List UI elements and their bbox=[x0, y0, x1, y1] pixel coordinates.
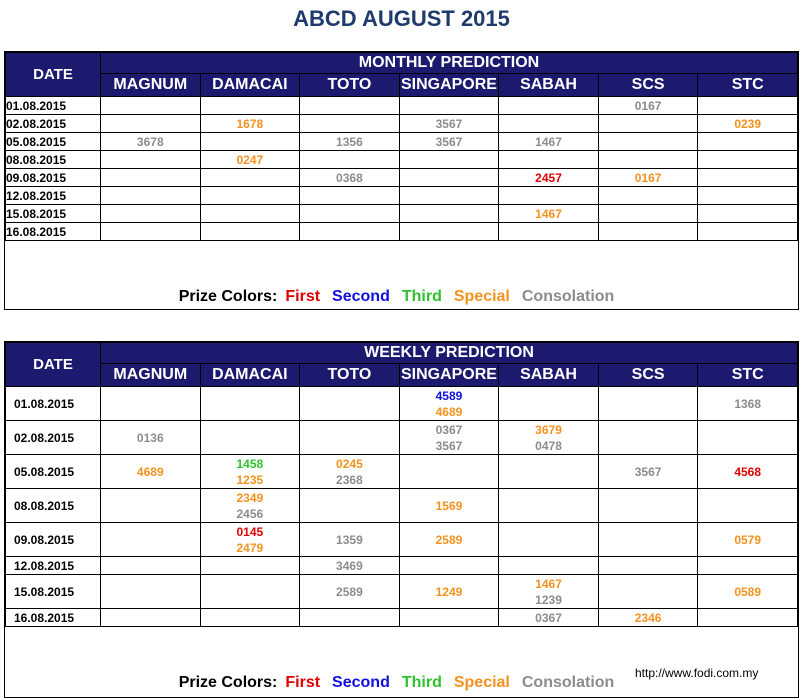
prediction-cell-stc bbox=[698, 557, 798, 575]
prediction-number: 0478 bbox=[535, 438, 562, 453]
column-header-row bbox=[6, 74, 798, 97]
prediction-cell-sabah bbox=[499, 205, 599, 223]
legend-item-first: First bbox=[285, 288, 321, 305]
prediction-number: 1467 bbox=[535, 206, 562, 221]
prediction-cell-stc bbox=[698, 97, 798, 115]
prediction-cell-toto bbox=[300, 557, 400, 575]
prediction-cell-scs bbox=[598, 489, 698, 523]
prediction-cell-singapore bbox=[399, 523, 499, 557]
column-header-sabah: SABAH bbox=[499, 364, 599, 387]
prediction-number: 0145 bbox=[236, 524, 264, 539]
prediction-cell-singapore bbox=[399, 169, 499, 187]
legend-item-third: Third bbox=[401, 674, 442, 691]
prediction-cell-toto bbox=[300, 489, 400, 523]
prediction-number: 3567 bbox=[435, 438, 463, 453]
legend-item-special: Special bbox=[453, 288, 510, 305]
legend-item-third: Third bbox=[401, 288, 442, 305]
prediction-cell-toto bbox=[300, 97, 400, 115]
prediction-cell-scs bbox=[598, 421, 698, 455]
prediction-cell-sabah bbox=[499, 97, 599, 115]
page-title: ABCD AUGUST 2015 bbox=[293, 6, 510, 31]
prediction-number: 0367 bbox=[435, 422, 463, 437]
prediction-cell-toto bbox=[300, 455, 400, 489]
prediction-cell-magnum bbox=[101, 187, 201, 205]
prediction-number: 0579 bbox=[734, 532, 762, 547]
prediction-cell-singapore bbox=[399, 489, 499, 523]
prediction-cell-scs bbox=[598, 169, 698, 187]
prediction-cell-sabah bbox=[499, 489, 599, 523]
prediction-cell-scs bbox=[598, 151, 698, 169]
table-row bbox=[6, 609, 798, 627]
date-cell: 12.08.2015 bbox=[6, 557, 101, 575]
prediction-number: 4689 bbox=[136, 464, 164, 479]
prediction-cell-stc bbox=[698, 489, 798, 523]
date-cell: 09.08.2015 bbox=[6, 523, 101, 557]
site-url: http://www.fodi.com.my bbox=[635, 666, 759, 680]
prediction-number: 2349 bbox=[236, 490, 264, 505]
prediction-number: 1359 bbox=[336, 532, 363, 547]
prediction-number: 0367 bbox=[535, 610, 562, 625]
prediction-number: 0167 bbox=[634, 98, 662, 113]
prediction-cell-scs bbox=[598, 187, 698, 205]
prediction-cell-sabah bbox=[499, 575, 599, 609]
prediction-cell-magnum bbox=[101, 115, 201, 133]
monthly-prediction-table bbox=[5, 52, 798, 241]
table-row bbox=[6, 97, 798, 115]
prediction-cell-singapore bbox=[399, 223, 499, 241]
prediction-number: 2456 bbox=[236, 506, 264, 521]
prediction-number: 0245 bbox=[336, 456, 363, 471]
prediction-cell-toto bbox=[300, 169, 400, 187]
table-row bbox=[6, 489, 798, 523]
prediction-cell-sabah bbox=[499, 223, 599, 241]
prediction-number: 3679 bbox=[535, 422, 562, 437]
prediction-cell-damacai bbox=[200, 455, 300, 489]
prediction-number: 0239 bbox=[734, 116, 762, 131]
prediction-cell-damacai bbox=[200, 609, 300, 627]
prediction-number: 4689 bbox=[435, 404, 463, 419]
legend-item-consolation: Consolation bbox=[521, 674, 615, 691]
prediction-number: 1467 bbox=[535, 576, 562, 591]
prediction-cell-scs bbox=[598, 575, 698, 609]
prediction-cell-damacai bbox=[200, 575, 300, 609]
prediction-cell-singapore bbox=[399, 115, 499, 133]
prediction-cell-scs bbox=[598, 557, 698, 575]
monthly-prediction-panel bbox=[4, 51, 799, 310]
column-header-magnum: MAGNUM bbox=[101, 364, 201, 387]
prediction-number: 2368 bbox=[336, 472, 363, 487]
prediction-cell-scs bbox=[598, 387, 698, 421]
column-header-scs: SCS bbox=[598, 364, 698, 387]
prediction-cell-toto bbox=[300, 115, 400, 133]
prediction-number: 4589 bbox=[435, 388, 463, 403]
column-header-singapore: SINGAPORE bbox=[399, 74, 499, 97]
table-row bbox=[6, 223, 798, 241]
prediction-number: 1356 bbox=[336, 134, 363, 149]
prediction-cell-magnum bbox=[101, 169, 201, 187]
prediction-cell-scs bbox=[598, 455, 698, 489]
column-header-sabah: SABAH bbox=[499, 74, 599, 97]
prediction-cell-scs bbox=[598, 609, 698, 627]
prize-color-legend bbox=[5, 288, 800, 306]
prediction-cell-damacai bbox=[200, 133, 300, 151]
date-cell: 15.08.2015 bbox=[6, 575, 101, 609]
prediction-cell-sabah bbox=[499, 387, 599, 421]
prediction-number: 2589 bbox=[336, 584, 363, 599]
prediction-cell-damacai bbox=[200, 489, 300, 523]
column-header-singapore: SINGAPORE bbox=[399, 364, 499, 387]
prediction-cell-damacai bbox=[200, 223, 300, 241]
prediction-cell-stc bbox=[698, 609, 798, 627]
prediction-cell-toto bbox=[300, 133, 400, 151]
prediction-cell-stc bbox=[698, 187, 798, 205]
prediction-cell-magnum bbox=[101, 455, 201, 489]
prediction-number: 2346 bbox=[634, 610, 662, 625]
prediction-cell-sabah bbox=[499, 421, 599, 455]
prediction-cell-sabah bbox=[499, 557, 599, 575]
prediction-number: 1678 bbox=[236, 116, 264, 131]
prediction-cell-damacai bbox=[200, 115, 300, 133]
prediction-cell-magnum bbox=[101, 523, 201, 557]
weekly-heading: WEEKLY PREDICTION bbox=[101, 343, 798, 364]
prediction-cell-magnum bbox=[101, 223, 201, 241]
column-header-magnum: MAGNUM bbox=[101, 74, 201, 97]
column-header-stc: STC bbox=[698, 74, 798, 97]
prediction-cell-magnum bbox=[101, 557, 201, 575]
prediction-cell-toto bbox=[300, 187, 400, 205]
prediction-cell-singapore bbox=[399, 205, 499, 223]
table-row bbox=[6, 455, 798, 489]
prediction-number: 1569 bbox=[435, 498, 463, 513]
prediction-cell-stc bbox=[698, 133, 798, 151]
weekly-rows bbox=[6, 387, 798, 627]
prediction-number: 0368 bbox=[336, 170, 363, 185]
prediction-cell-damacai bbox=[200, 387, 300, 421]
prediction-cell-scs bbox=[598, 523, 698, 557]
date-cell: 05.08.2015 bbox=[6, 455, 101, 489]
date-cell: 16.08.2015 bbox=[6, 223, 101, 241]
prediction-cell-toto bbox=[300, 421, 400, 455]
prediction-number: 3567 bbox=[435, 116, 463, 131]
column-header-toto: TOTO bbox=[300, 364, 400, 387]
prediction-cell-scs bbox=[598, 133, 698, 151]
prediction-cell-singapore bbox=[399, 557, 499, 575]
prediction-cell-sabah bbox=[499, 609, 599, 627]
prediction-cell-toto bbox=[300, 387, 400, 421]
date-header: DATE bbox=[6, 53, 101, 97]
prediction-cell-damacai bbox=[200, 97, 300, 115]
date-cell: 02.08.2015 bbox=[6, 421, 101, 455]
date-cell: 01.08.2015 bbox=[6, 387, 101, 421]
prediction-cell-damacai bbox=[200, 557, 300, 575]
date-cell: 15.08.2015 bbox=[6, 205, 101, 223]
column-header-row bbox=[6, 364, 798, 387]
prediction-cell-sabah bbox=[499, 115, 599, 133]
prediction-number: 2589 bbox=[435, 532, 463, 547]
prediction-number: 0136 bbox=[136, 430, 164, 445]
prediction-cell-singapore bbox=[399, 187, 499, 205]
legend-item-first: First bbox=[285, 674, 321, 691]
prediction-number: 4568 bbox=[734, 464, 762, 479]
date-cell: 02.08.2015 bbox=[6, 115, 101, 133]
prediction-cell-singapore bbox=[399, 97, 499, 115]
prediction-cell-magnum bbox=[101, 575, 201, 609]
prediction-number: 1368 bbox=[734, 396, 762, 411]
prediction-cell-magnum bbox=[101, 609, 201, 627]
prediction-cell-singapore bbox=[399, 387, 499, 421]
table-row bbox=[6, 169, 798, 187]
prediction-cell-sabah bbox=[499, 169, 599, 187]
prediction-cell-toto bbox=[300, 523, 400, 557]
prediction-cell-stc bbox=[698, 455, 798, 489]
prediction-number: 1249 bbox=[435, 584, 463, 599]
table-row bbox=[6, 151, 798, 169]
prediction-cell-stc bbox=[698, 151, 798, 169]
prediction-number: 1239 bbox=[535, 592, 562, 607]
prediction-cell-toto bbox=[300, 151, 400, 169]
prediction-number: 1235 bbox=[236, 472, 264, 487]
prediction-cell-magnum bbox=[101, 205, 201, 223]
table-row bbox=[6, 115, 798, 133]
prediction-cell-toto bbox=[300, 609, 400, 627]
prediction-number: 0167 bbox=[634, 170, 662, 185]
prediction-cell-singapore bbox=[399, 133, 499, 151]
table-row bbox=[6, 133, 798, 151]
prediction-number: 0247 bbox=[236, 152, 264, 167]
legend-item-second: Second bbox=[332, 674, 390, 691]
column-header-damacai: DAMACAI bbox=[200, 364, 300, 387]
table-row bbox=[6, 205, 798, 223]
prediction-cell-scs bbox=[598, 205, 698, 223]
prediction-cell-sabah bbox=[499, 523, 599, 557]
table-row bbox=[6, 575, 798, 609]
prediction-cell-magnum bbox=[101, 133, 201, 151]
legend-item-special: Special bbox=[453, 674, 510, 691]
date-cell: 16.08.2015 bbox=[6, 609, 101, 627]
prediction-number: 2457 bbox=[535, 170, 562, 185]
date-cell: 09.08.2015 bbox=[6, 169, 101, 187]
prediction-cell-toto bbox=[300, 575, 400, 609]
prediction-cell-toto bbox=[300, 223, 400, 241]
prediction-cell-singapore bbox=[399, 151, 499, 169]
prediction-cell-magnum bbox=[101, 489, 201, 523]
weekly-prediction-panel bbox=[4, 341, 799, 698]
legend-label: Prize Colors: bbox=[178, 288, 278, 305]
prediction-cell-magnum bbox=[101, 421, 201, 455]
prediction-cell-damacai bbox=[200, 151, 300, 169]
prediction-cell-damacai bbox=[200, 205, 300, 223]
monthly-rows bbox=[6, 97, 798, 241]
prediction-number: 3469 bbox=[336, 558, 363, 573]
table-row bbox=[6, 557, 798, 575]
prediction-cell-sabah bbox=[499, 133, 599, 151]
prediction-cell-sabah bbox=[499, 455, 599, 489]
prediction-cell-scs bbox=[598, 97, 698, 115]
date-cell: 08.08.2015 bbox=[6, 489, 101, 523]
column-header-toto: TOTO bbox=[300, 74, 400, 97]
prediction-cell-stc bbox=[698, 523, 798, 557]
prediction-cell-magnum bbox=[101, 151, 201, 169]
prediction-cell-damacai bbox=[200, 421, 300, 455]
prediction-cell-scs bbox=[598, 115, 698, 133]
column-header-scs: SCS bbox=[598, 74, 698, 97]
column-header-damacai: DAMACAI bbox=[200, 74, 300, 97]
date-cell: 12.08.2015 bbox=[6, 187, 101, 205]
legend-item-second: Second bbox=[332, 288, 390, 305]
prediction-cell-stc bbox=[698, 421, 798, 455]
weekly-prediction-table bbox=[5, 342, 798, 627]
legend-label: Prize Colors: bbox=[178, 674, 278, 691]
prediction-cell-damacai bbox=[200, 187, 300, 205]
table-row bbox=[6, 387, 798, 421]
prediction-cell-toto bbox=[300, 205, 400, 223]
prediction-cell-damacai bbox=[200, 523, 300, 557]
prediction-cell-magnum bbox=[101, 387, 201, 421]
prediction-cell-singapore bbox=[399, 609, 499, 627]
prediction-cell-singapore bbox=[399, 421, 499, 455]
prediction-cell-stc bbox=[698, 205, 798, 223]
prediction-number: 3678 bbox=[136, 134, 164, 149]
prediction-cell-sabah bbox=[499, 151, 599, 169]
prediction-cell-stc bbox=[698, 169, 798, 187]
table-row bbox=[6, 523, 798, 557]
date-cell: 01.08.2015 bbox=[6, 97, 101, 115]
date-header: DATE bbox=[6, 343, 101, 387]
prediction-number: 1467 bbox=[535, 134, 562, 149]
prediction-number: 2479 bbox=[236, 540, 264, 555]
monthly-heading: MONTHLY PREDICTION bbox=[101, 53, 798, 74]
column-header-stc: STC bbox=[698, 364, 798, 387]
prediction-number: 1458 bbox=[236, 456, 264, 471]
prediction-cell-singapore bbox=[399, 455, 499, 489]
prediction-cell-magnum bbox=[101, 97, 201, 115]
date-cell: 05.08.2015 bbox=[6, 133, 101, 151]
prediction-cell-damacai bbox=[200, 169, 300, 187]
prediction-number: 3567 bbox=[435, 134, 463, 149]
legend-item-consolation: Consolation bbox=[521, 288, 615, 305]
prediction-cell-singapore bbox=[399, 575, 499, 609]
table-row bbox=[6, 421, 798, 455]
prediction-cell-stc bbox=[698, 115, 798, 133]
date-cell: 08.08.2015 bbox=[6, 151, 101, 169]
prediction-cell-stc bbox=[698, 223, 798, 241]
prediction-cell-sabah bbox=[499, 187, 599, 205]
prediction-cell-stc bbox=[698, 387, 798, 421]
prediction-number: 0589 bbox=[734, 584, 762, 599]
prediction-cell-stc bbox=[698, 575, 798, 609]
table-row bbox=[6, 187, 798, 205]
prediction-number: 3567 bbox=[634, 464, 662, 479]
prediction-cell-scs bbox=[598, 223, 698, 241]
